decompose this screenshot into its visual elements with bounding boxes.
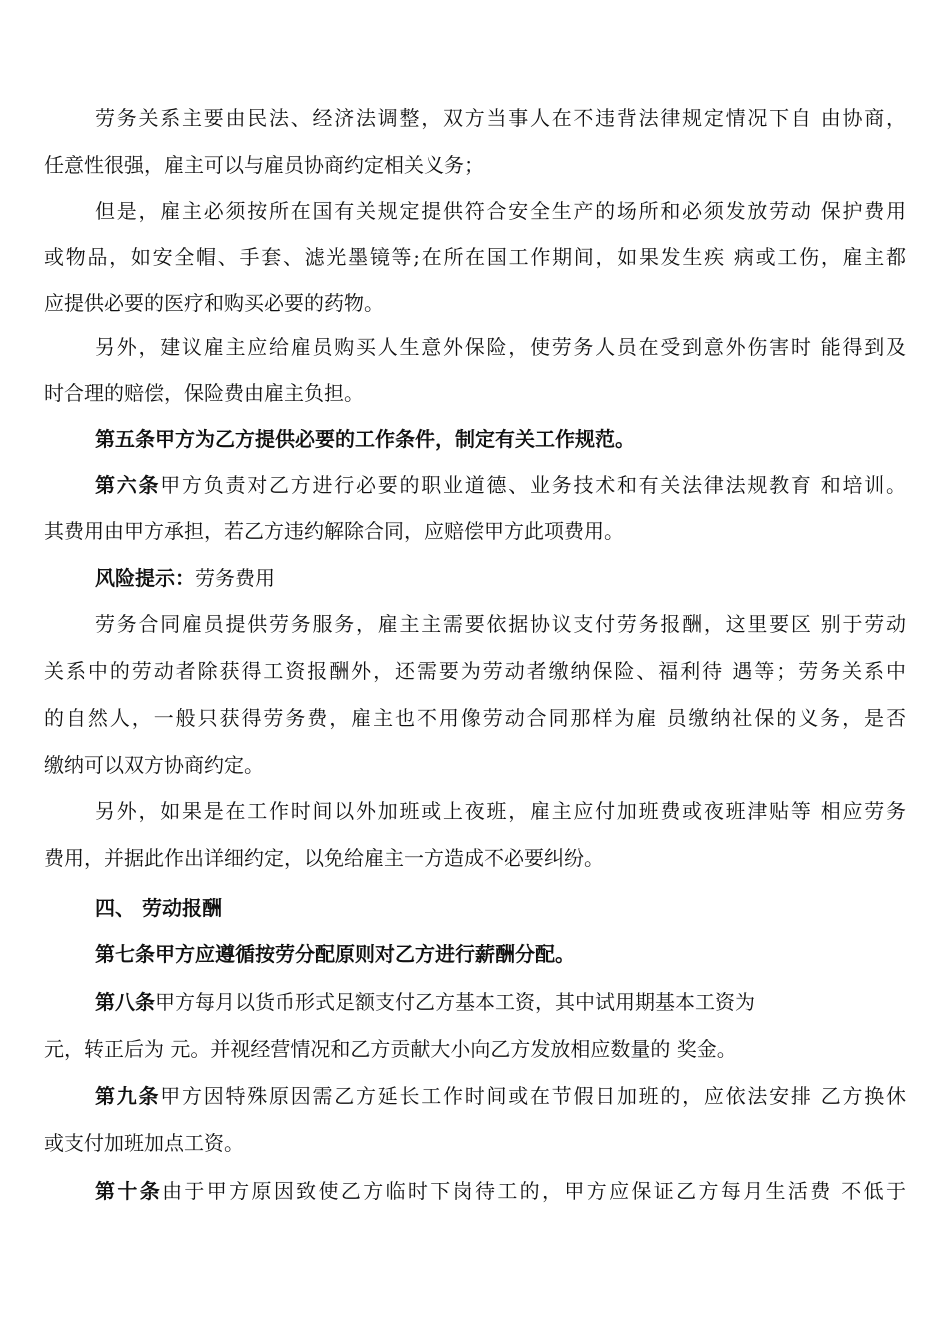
labor-fee-line-3: 的自然人，一般只获得劳务费，雇主也不用像劳动合同那样为雇 员缴纳社保的义务，是否 — [44, 706, 906, 730]
paragraph-1-line-2: 任意性很强，雇主可以与雇员协商约定相关义务； — [44, 153, 484, 177]
article-8-line-1 — [95, 987, 906, 1017]
risk-tip-label: 风险提示： — [95, 566, 195, 590]
article-8-text: 甲方每月以货币形式足额支付乙方基本工资，其中试用期基本工资为 — [155, 990, 755, 1014]
article-6-line-1 — [95, 470, 906, 500]
paragraph-2-line-2: 或物品，如安全帽、手套、滤光墨镜等;在所在国工作期间，如果发生疾 病或工伤，雇主都 — [44, 245, 906, 269]
article-8-line-2: 元，转正后为 元。并视经营情况和乙方贡献大小向乙方发放相应数量的 奖金。 — [44, 1037, 737, 1061]
article-9-label: 第九条 — [95, 1084, 161, 1108]
article-9-line-1 — [95, 1081, 906, 1111]
section-4-heading: 四、 劳动报酬 — [95, 896, 222, 920]
overtime-line-2: 费用，并据此作出详细约定，以免给雇主一方造成不必要纠纷。 — [44, 846, 604, 870]
labor-fee-line-4: 缴纳可以双方协商约定。 — [44, 753, 264, 777]
labor-fee-line-2: 关系中的劳动者除获得工资报酬外，还需要为劳动者缴纳保险、福利待 遇等；劳务关系中 — [44, 659, 906, 683]
labor-fee-line-1: 劳务合同雇员提供劳务服务，雇主主需要依据协议支付劳务报酬，这里要区 别于劳动 — [95, 612, 906, 636]
risk-tip — [95, 563, 906, 593]
paragraph-2-line-3: 应提供必要的医疗和购买必要的药物。 — [44, 291, 384, 315]
article-5-heading: 第五条甲方为乙方提供必要的工作条件，制定有关工作规范。 — [95, 427, 635, 451]
article-9-line-2: 或支付加班加点工资。 — [44, 1131, 244, 1155]
overtime-line-1: 另外，如果是在工作时间以外加班或上夜班，雇主应付加班费或夜班津贴等 相应劳务 — [95, 799, 906, 823]
article-7-heading: 第七条甲方应遵循按劳分配原则对乙方进行薪酬分配。 — [95, 942, 575, 966]
article-10-text: 由于甲方原因致使乙方临时下岗待工的，甲方应保证乙方每月生活费 不低于 — [162, 1179, 906, 1203]
article-10-line-1 — [95, 1176, 906, 1206]
risk-tip-text: 劳务费用 — [195, 566, 275, 590]
article-10-label: 第十条 — [95, 1179, 163, 1203]
article-6-line-2: 其费用由甲方承担，若乙方违约解除合同，应赔偿甲方此项费用。 — [44, 519, 624, 543]
paragraph-3-line-1: 另外，建议雇主应给雇员购买人生意外保险，使劳务人员在受到意外伤害时 能得到及 — [95, 335, 906, 359]
article-9-text: 甲方因特殊原因需乙方延长工作时间或在节假日加班的，应依法安排 乙方换休 — [160, 1084, 906, 1108]
paragraph-3-line-2: 时合理的赔偿，保险费由雇主负担。 — [44, 381, 364, 405]
paragraph-1-line-1: 劳务关系主要由民法、经济法调整，双方当事人在不违背法律规定情况下自 由协商， — [95, 106, 906, 130]
article-6-label: 第六条 — [95, 473, 161, 497]
paragraph-2-line-1: 但是，雇主必须按所在国有关规定提供符合安全生产的场所和必须发放劳动 保护费用 — [95, 199, 906, 223]
article-8-label: 第八条 — [95, 990, 155, 1014]
article-6-text: 甲方负责对乙方进行必要的职业道德、业务技术和有关法律法规教育 和培训。 — [160, 473, 906, 497]
